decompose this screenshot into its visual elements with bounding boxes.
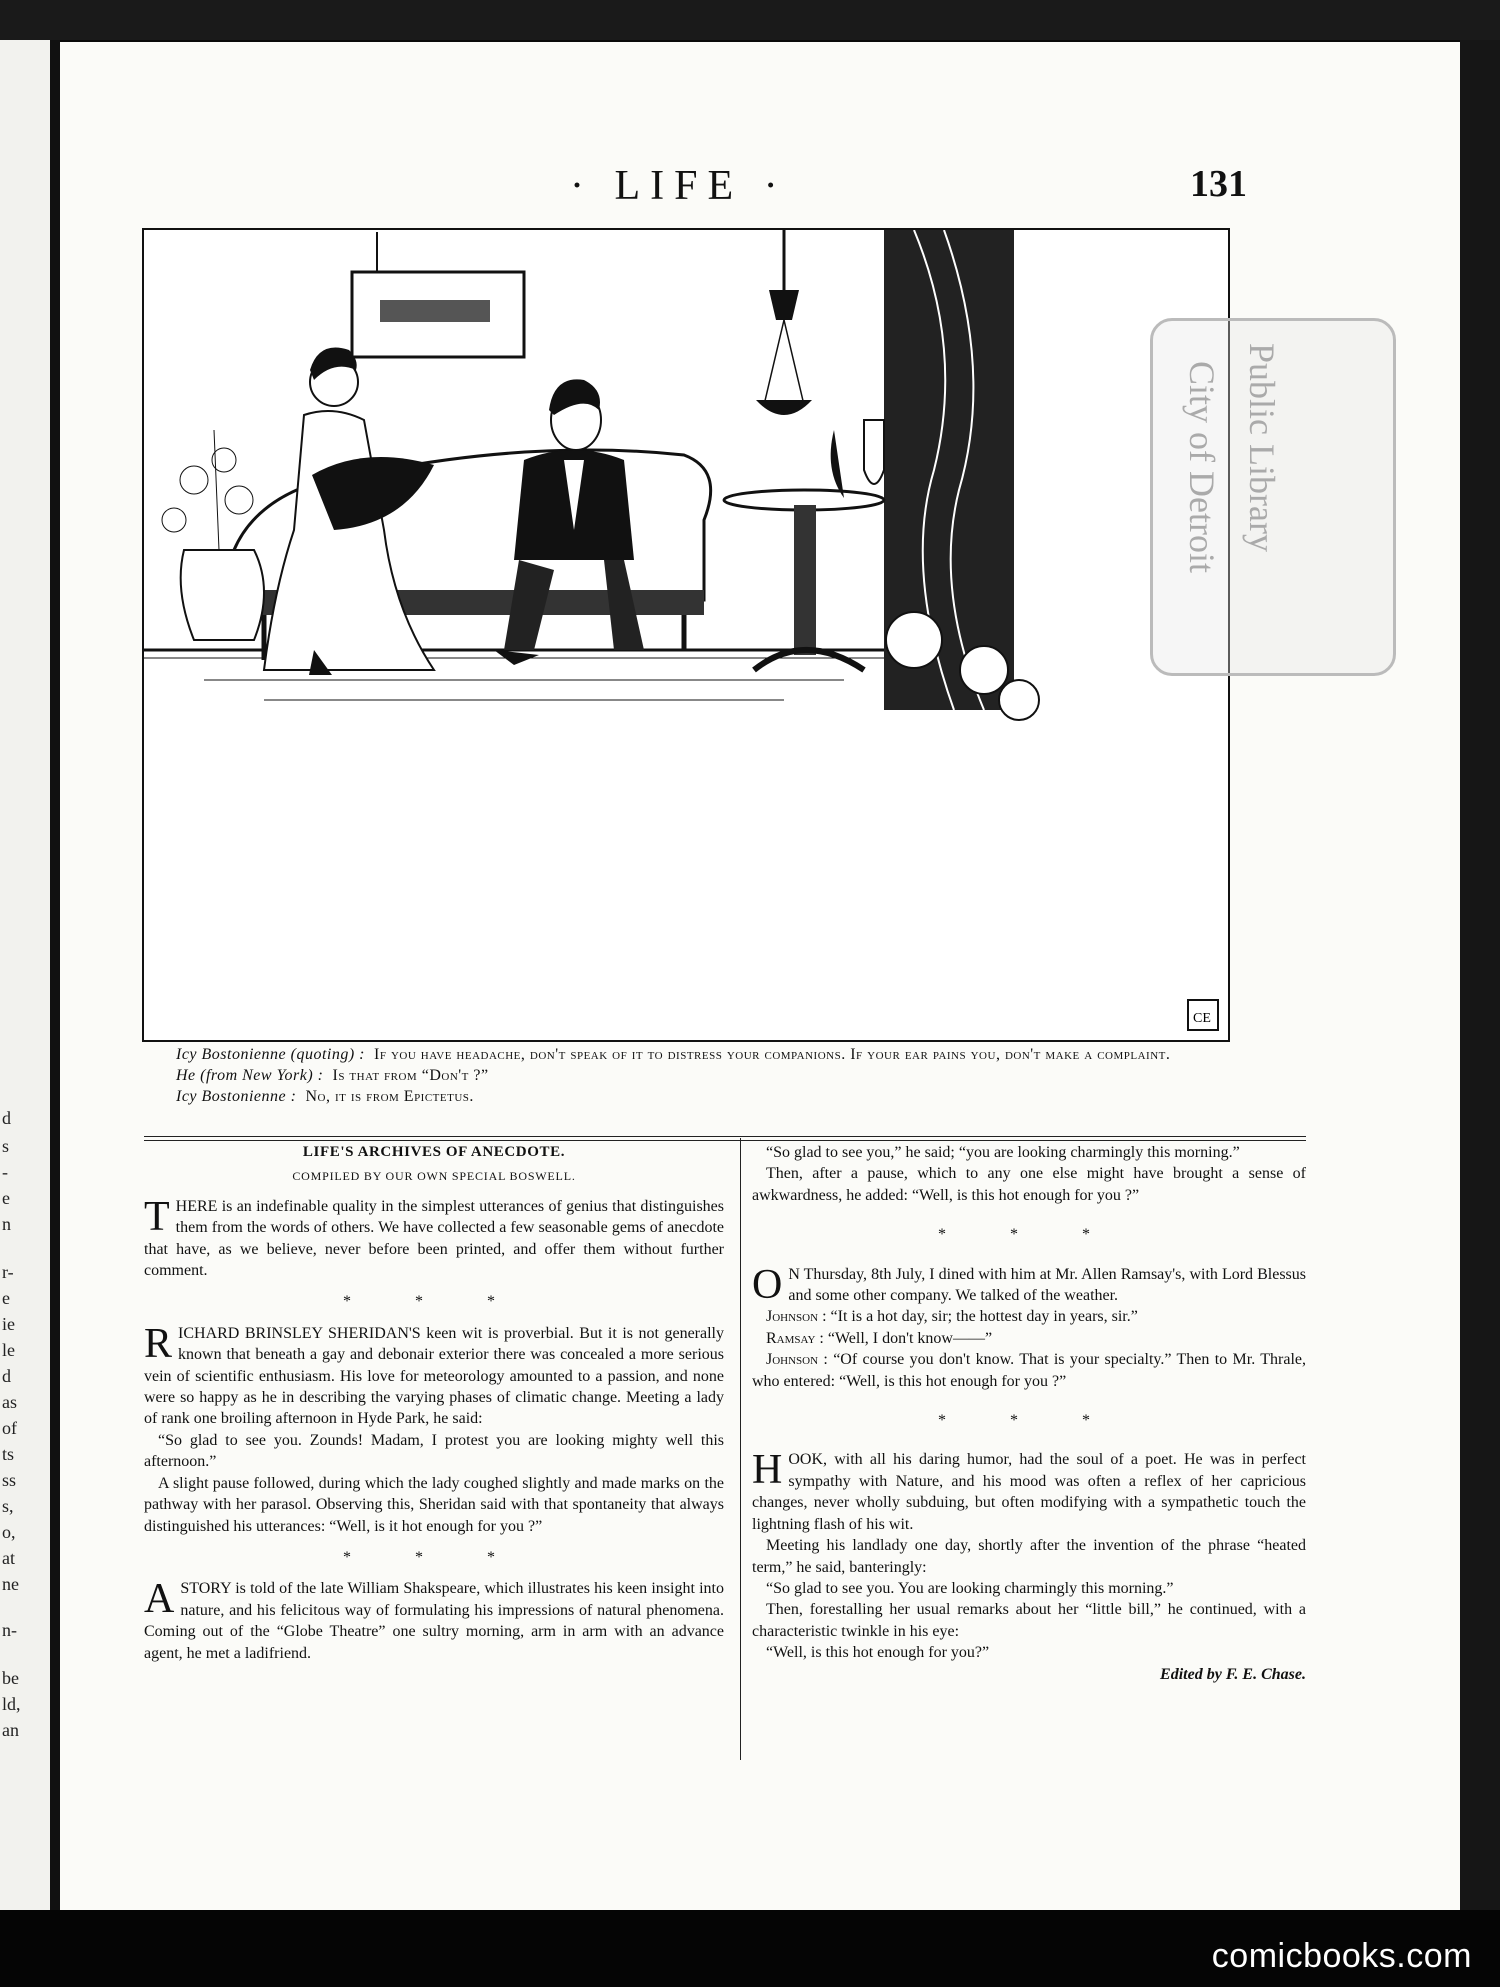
paragraph [752, 1449, 1306, 1535]
fragment: as [2, 1392, 17, 1412]
caption-speaker: Icy Bostonienne (quoting) : [176, 1046, 365, 1063]
stamp-text: Public Library [1242, 343, 1282, 552]
caption-speaker: Icy Bostonienne : [176, 1088, 297, 1105]
magazine-title: · LIFE · [570, 163, 788, 209]
page-gutter [50, 40, 60, 1910]
article-column-right [752, 1142, 1306, 1685]
caption-line [144, 1044, 1304, 1065]
caption-line [144, 1086, 1304, 1107]
cartoon-caption [144, 1044, 1304, 1107]
fragment: o, [2, 1522, 16, 1542]
paragraph-text: OOK, with all his daring humor, had the soul of a poet. He was in perfect sympathy with Nature, and his mood was often a reflex of her capricious changes, never wholly subduing, but often modifying with a sympathetic touch the lightning flash of his wit. [752, 1451, 1306, 1533]
section-divider [144, 1136, 1306, 1137]
dialogue-text: “It is a hot day, sir; the hottest day in years, sir.” [830, 1308, 1138, 1326]
caption-dialogue: If you have headache, don't speak of it to distress your companions. If your ear pains you, don't make a complaint. [374, 1046, 1171, 1063]
paragraph: Meeting his landlady one day, shortly after the invention of the phrase “heated term,” he said, banteringly: [752, 1537, 1306, 1576]
fragment: n- [2, 1620, 17, 1640]
fragment: d [2, 1108, 11, 1128]
paragraph: Then, after a pause, which to any one else might have brought a sense of awkwardness, he added: “Well, is this hot enough for you ?” [752, 1165, 1306, 1204]
page-number: 131 [1190, 163, 1247, 205]
paragraph: “So glad to see you. You are looking charmingly this morning.” [766, 1579, 1174, 1597]
column-divider [740, 1138, 741, 1760]
speaker-name: Ramsay : [766, 1329, 824, 1347]
side-table [724, 420, 884, 670]
paragraph-text: N Thursday, 8th July, I dined with him at Mr. Allen Ramsay's, with Lord Blessus and some other company. We talked of the weather. [788, 1265, 1306, 1305]
article-column-left [144, 1142, 724, 1664]
paragraph [144, 1320, 724, 1430]
fragment: s, [2, 1496, 14, 1516]
adjacent-page-edge [0, 40, 50, 1910]
drop-cap: A [144, 1576, 175, 1623]
fragment: n [2, 1214, 11, 1234]
parlor-scene-drawing [144, 230, 1228, 1040]
scan-right-border [1460, 40, 1500, 1910]
section-break: * * * [343, 1293, 525, 1311]
fragment: ts [2, 1444, 15, 1464]
speaker-name: Johnson : [766, 1351, 828, 1369]
dialogue-line [752, 1328, 1306, 1349]
paragraph-text: ICHARD BRINSLEY SHERIDAN'S keen wit is proverbial. But it is not generally known that beneath a gay and debonair exterior there was concealed a more serious vein of scientific enthusiasm. His love for meteorology amounted to a passion, and none were so happy as he in describing the varying phases of climatic change. Meeting a lady of rank one broiling afternoon in Hyde Park, he said: [144, 1324, 724, 1428]
artist-monogram [1188, 1000, 1218, 1030]
drop-cap: H [752, 1447, 783, 1494]
cartoon-illustration [142, 228, 1230, 1042]
caption-dialogue: No, it is from Epictetus. [305, 1088, 474, 1105]
fragment: at [2, 1548, 15, 1568]
article-heading: LIFE'S ARCHIVES OF ANECDOTE. [302, 1144, 566, 1160]
paragraph: “Well, is this hot enough for you?” [766, 1644, 990, 1662]
paragraph [752, 1261, 1306, 1308]
dialogue-line [752, 1306, 1306, 1327]
caption-dialogue: Is that from “Don't ?” [332, 1067, 489, 1084]
editor-signoff: Edited by F. E. Chase. [1160, 1665, 1306, 1683]
section-divider [144, 1140, 1306, 1141]
section-break: * * * [343, 1548, 525, 1566]
fragment: an [2, 1720, 19, 1740]
fragment: ld, [2, 1694, 21, 1714]
fragment: e [2, 1288, 10, 1308]
fragment: ie [2, 1314, 15, 1334]
hanging-lamp [756, 230, 812, 415]
fragment: s [2, 1136, 10, 1156]
fragment: d [2, 1366, 11, 1386]
fragment: ss [2, 1470, 17, 1490]
stamp-text: City of Detroit [1182, 361, 1222, 573]
paragraph [144, 1578, 724, 1664]
paragraph: “So glad to see you,” he said; “you are looking charmingly this morning.” [766, 1144, 1240, 1161]
paragraph [144, 1193, 724, 1282]
fragment: - [2, 1162, 8, 1182]
dialogue-line [752, 1349, 1306, 1392]
drop-cap: R [144, 1320, 173, 1367]
paragraph-text: HERE is an indefinable quality in the simplest utterances of genius that distinguishes them from the words of others. We have collected a few seasonable gems of anecdote that have, as we believe, never before been printed, and offer them without further comment. [144, 1197, 724, 1280]
curtain [884, 230, 1039, 720]
dialogue-text: “Of course you don't know. That is your specialty.” Then to Mr. Thrale, who entered: “Well, is this hot enough for you ?” [752, 1351, 1306, 1390]
caption-line [144, 1065, 1304, 1086]
paragraph: A slight pause followed, during which the lady coughed slightly and made marks on the pathway with her parasol. Observing this, Sheridan said with that spontaneity that always distinguished his utterances: “Well, is it hot enough for you ?” [144, 1474, 724, 1535]
watermark: comicbooks.com [1211, 1937, 1472, 1975]
fragment: be [2, 1668, 19, 1688]
section-break: * * * [938, 1412, 1120, 1430]
fragment: e [2, 1188, 10, 1208]
scan-top-border [0, 0, 1500, 40]
library-stamp [1150, 318, 1396, 676]
page-header [60, 162, 1460, 222]
fragment: le [2, 1340, 15, 1360]
drop-cap: O [752, 1261, 783, 1308]
svg-text:CE: CE [1193, 1011, 1211, 1026]
caption-speaker: He (from New York) : [176, 1067, 324, 1084]
fragment: of [2, 1418, 17, 1438]
fragment: r- [2, 1262, 14, 1282]
speaker-name: Johnson : [766, 1308, 827, 1326]
section-break: * * * [938, 1226, 1120, 1244]
article-subheading: COMPILED BY OUR OWN SPECIAL BOSWELL. [292, 1169, 576, 1184]
paragraph-text: STORY is told of the late William Shakspeare, which illustrates his keen insight into nature, and his felicitous way of formulating his impressions of natural phenomena. Coming out of the “Globe Theatre” one sultry morning, arm in arm with an advance agent, he met a ladifriend. [144, 1580, 724, 1662]
fragment: ne [2, 1574, 19, 1594]
paragraph: Then, forestalling her usual remarks about her “little bill,” he continued, with a characteristic twinkle in his eye: [752, 1601, 1306, 1640]
paragraph: “So glad to see you. Zounds! Madam, I protest you are looking mighty well this afternoon.” [144, 1431, 724, 1471]
dialogue-text: “Well, I don't know——” [827, 1329, 993, 1347]
drop-cap: T [144, 1193, 170, 1240]
